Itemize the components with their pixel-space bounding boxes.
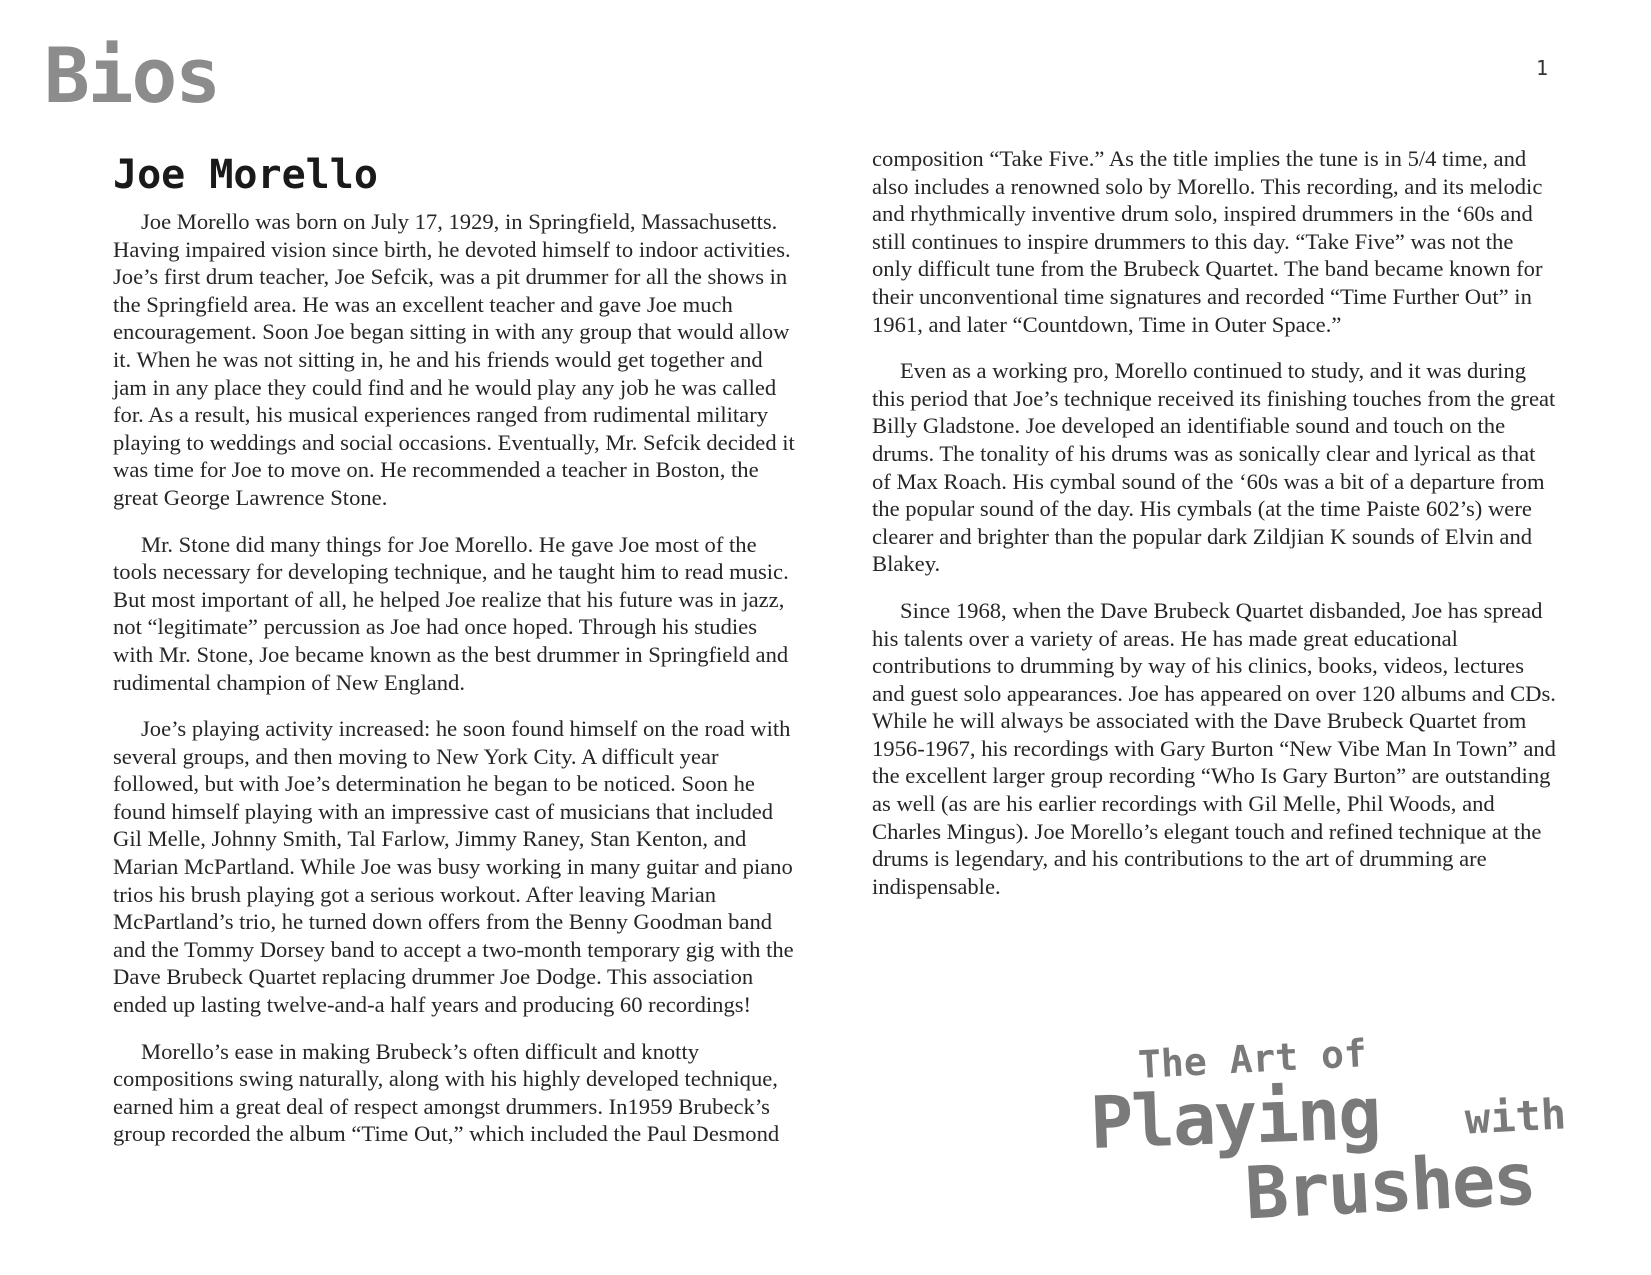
book-title-logo (1088, 1031, 1610, 1240)
article-paragraph: Joe Morello was born on July 17, 1929, in Springfield, Massachusetts. Having impaired vision since birth, he devoted himself to indoor activities. Joe’s first drum teacher, Joe Sefcik, was a pit drummer for all the shows in the Springfield area. He was an excellent teacher and gave Joe much encouragement. Soon Joe began sitting in with any group that would allow it. When he was not sitting in, he and his friends would get together and jam in any place they could find and he would play any job he was called for. As a result, his musical experiences ranged from rudimental military playing to weddings and social occasions. Eventually, Mr. Sefcik decided it was time for Joe to move on. He recommended a teacher in Boston, the great George Lawrence Stone. (113, 209, 795, 510)
logo-line-with: with (1463, 1089, 1568, 1144)
article-paragraph: Since 1968, when the Dave Brubeck Quartet disbanded, Joe has spread his talents over a variety of areas. He has made great educational contributions to drumming by way of his clinics, books, videos, lectures and guest solo appearances. Joe has appeared on over 120 albums and CDs. While he will always be associated with the Dave Brubeck Quartet from 1956-1967, his recordings with Gary Burton “New Vibe Man In Town” and the excellent larger group recording “Who Is Gary Burton” are outstanding as well (as are his earlier recordings with Gil Melle, Phil Woods, and Charles Mingus). Joe Morello’s elegant touch and refined technique at the drums is legendary, and his contributions to the art of drumming are indispensable. (872, 597, 1556, 899)
logo-line-playing: Playing (1088, 1070, 1381, 1166)
article-paragraph: Morello’s ease in making Brubeck’s often difficult and knotty compositions swing naturally, along with his highly developed technique, earned him a great deal of respect amongst drummers. In1959 Brubeck’s group recorded the album “Time Out,” which included the Paul Desmond (113, 1038, 780, 1147)
article-paragraph: Even as a working pro, Morello continued to study, and it was during this period that Joe’s technique received its finishing touches from the great Billy Gladstone. Joe developed an identifiable sound and touch on the drums. The tonality of his drums was as sonically clear and lyrical as that of Max Roach. His cymbal sound of the ‘60s was a bit of a departure from the popular sound of the day. His cymbals (at the time Paiste 602’s) were clearer and brighter than the popular dark Zildjian K sounds of Elvin and Blakey. (872, 358, 1556, 577)
article-paragraph: Joe’s playing activity increased: he soon found himself on the road with several groups, and then moving to New York City. A difficult year followed, but with Joe’s determination he began to be noticed. Soon he found himself playing with an impressive cast of musicians that included Gil Melle, Johnny Smith, Tal Farlow, Jimmy Raney, Stan Kenton, and Marian McPartland. While Joe was busy working in many guitar and piano trios his brush playing got a serious workout. After leaving Marian McPartland’s trio, he turned down offers from the Benny Goodman band and the Tommy Dorsey band to accept a two-month temporary gig with the Dave Brubeck Quartet replacing drummer Joe Dodge. This association ended up lasting twelve-and-a half years and producing 60 recordings! (113, 716, 794, 1018)
article-paragraph: Mr. Stone did many things for Joe Morello. He gave Joe most of the tools necessary for developing technique, and he taught him to read music. But most important of all, he helped Joe realize that his future was in jazz, not “legitimate” percussion as Joe had once hoped. Through his studies with Mr. Stone, Joe became known as the best drummer in Springfield and rudimental champion of New England. (113, 531, 789, 695)
article-paragraph-continuation: composition “Take Five.” As the title implies the tune is in 5/4 time, and also includes a renowned solo by Morello. This recording, and its melodic and rhythmically inventive drum solo, inspired drummers in the ‘60s and still continues to inspire drummers to this day. “Take Five” was not the only difficult tune from the Brubeck Quartet. The band became known for their unconventional time signatures and recorded “Time Further Out” in 1961, and later “Countdown, Time in Outer Space.” (872, 146, 1543, 337)
page-number: 1 (1536, 56, 1549, 80)
article-right-column (872, 145, 1558, 919)
section-title: Bios (44, 31, 220, 120)
logo-line-the-art-of: The Art of (1137, 1031, 1368, 1087)
logo-line-brushes: Brushes (1243, 1136, 1537, 1236)
article-heading: Joe Morello (113, 152, 378, 198)
article-left-column (113, 150, 797, 1167)
